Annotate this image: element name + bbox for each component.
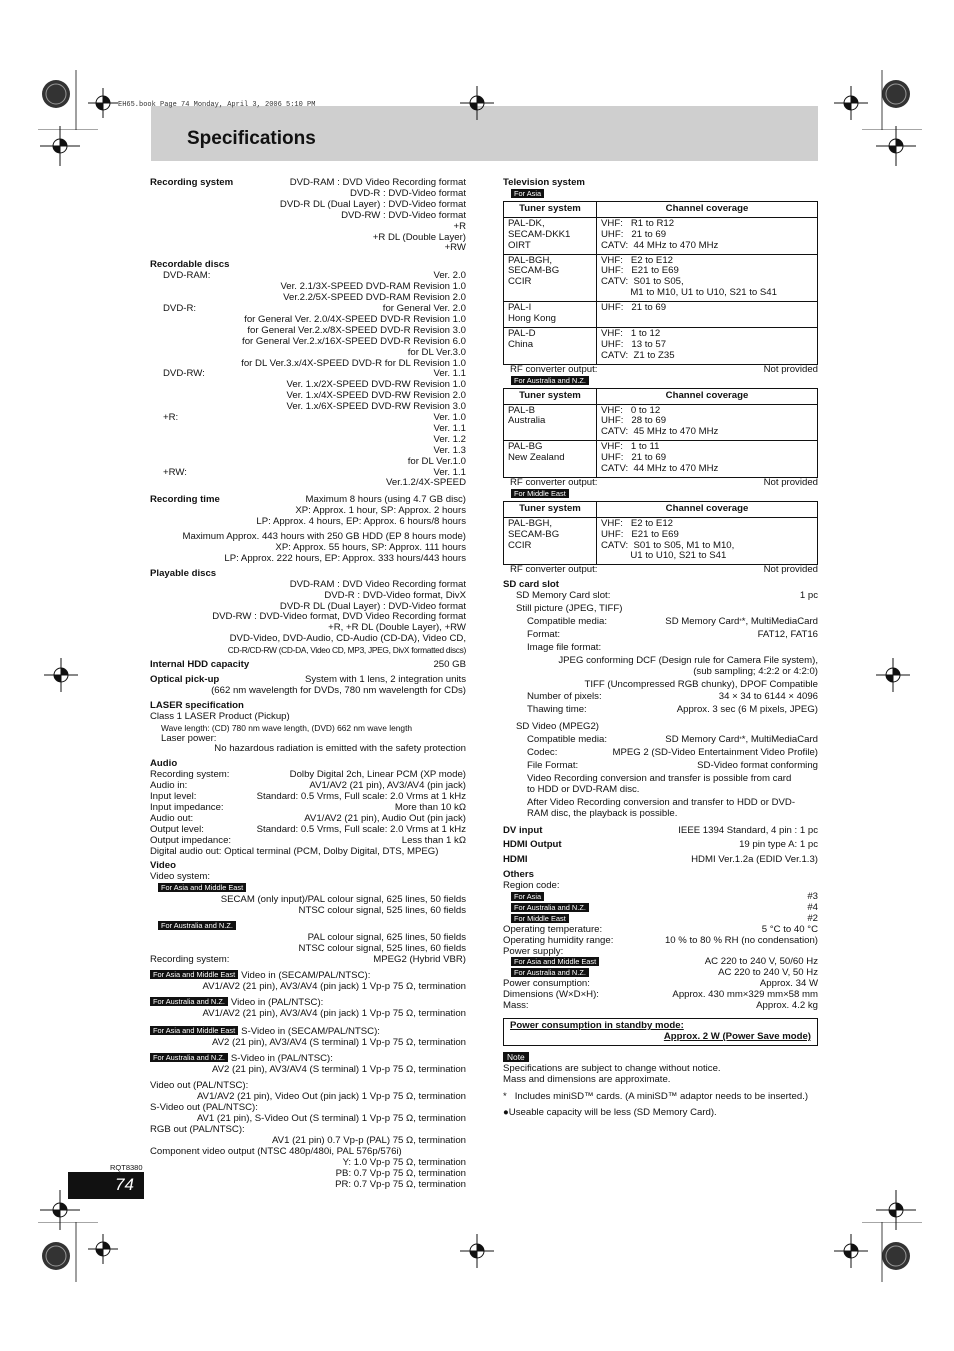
tuner-table-middle-east	[503, 501, 818, 566]
region-tag: For Australia and N.Z.	[511, 968, 589, 977]
note-tag: Note	[503, 1052, 529, 1062]
region-tag: For Australia and N.Z.	[511, 376, 589, 385]
crosshair-icon	[460, 1234, 494, 1268]
section-heading: SD card slot	[503, 579, 559, 591]
region-tag: For Middle East	[511, 914, 569, 923]
spec-line: S-Video out (PAL/NTSC):	[150, 1102, 258, 1114]
left-column: Recording system DVD-RAM : DVD Video Recording format DVD-R : DVD-Video format DVD-R DL (Dual Layer) : DVD-Video format DVD-RW : DVD-Video format +R +R DL (Double Layer) +RW Recordable discs DVD-RAM: Ver. 2.0 Ver. 2.1/3X-SPEED DVD-RAM Revision 1.0 Ver.2.2/5X-SPEED DVD-RAM Revision 2.0 DVD-R: for General Ver. 2.0 for General Ver. 2.0/4X-SPEED DVD-R Revision 1.0 for General Ver.2.x/8X-SPEED DVD-R Revision 3.0 for General Ver.2.x/16X-SPEED DVD-R Revision 6.0 for DL Ver.3.0 for DL Ver.3.x/4X-SPEED DVD-R for DL Revision 1.0 DVD-RW: Ver. 1.1 Ver. 1.x/2X-SPEED DVD-RW Revision 1.0 Ver. 1.x/4X-SPEED DVD-RW Revision 2.0 Ver. 1.x/6X-SPEED DVD-RW Revision 3.0 +R: Ver. 1.0 Ver. 1.1 Ver. 1.2 Ver. 1.3 for DL Ver.1.0 +RW: Ver. 1.1 Ver.1.2/4X-SPEED Recording time Maximum 8 hours (using 4.7 GB disc) XP: Approx. 1 hour, SP: Approx. 2 hours LP: Approx. 4 hours, EP: Approx. 6 hours/8 hours Maximum Approx. 443 hours with 250 GB HDD (EP 8 hours mode) XP: Approx. 55 hours, SP: Approx. 111 hours LP: Approx. 222 hours, EP: Approx. 333 hours/443 hours Playable discs DVD-RAM : DVD Video Recording format DVD-R : DVD-Video format, DivX DVD-R DL (Dual Layer) : DVD-Video format DVD-RW : DVD-Video format, DVD Video Recording format +R, +R DL (Double Layer), +RW DVD-Video, DVD-Audio, CD-Audio (CD-DA), Video CD, CD-R/CD-RW (CD-DA, Video CD, MP3, JPEG, DivX formatted discs) Internal HDD capacity 250 GB Optical pick-up System with 1 lens, 2 integration units (662 nm wavelength for DVDs, 780 nm wavelength for CDs) LASER specification Class 1 LASER Product (Pickup) Wave length: (CD) 780 nm wave length, (DVD) 662 nm wave length Laser power: No hazardous radiation is emitted with the safety protection Audio Recording system: Dolby Digital 2ch, Linear PCM (XP mode) Audio in: AV1/AV2 (21 pin), AV3/AV4 (pin jack) Input level: Standard: 0.5 Vrms, Full scale: 2.0 Vrms at 1 kHz Input impedance: More than 10 kΩ Audio out: AV1/AV2 (21 pin), Audio Out (pin jack) Output level: Standard: 0.5 Vrms, Full scale: 2.0 Vrms at 1 kHz Output impedance: Less than 1 kΩ Digital audio out: Optical terminal (PCM, Dolby Digital, DTS, MPEG) Video Video system: For Asia and Middle East SECAM (only input)/PAL colour signal, 625 lines, 50 fields NTSC colour signal, 525 lines, 60 fields For Australia and N.Z. PAL colour signal, 625 lines, 50 fields NTSC colour signal, 525 lines, 60 fields Recording system: MPEG2 (Hybrid VBR) For Asia and Middle East Video in (SECAM/PAL/NTSC): AV1/AV2 (21 pin), AV3/AV4 (pin jack) 1 Vp-p 75 Ω, termination For Australia and N.Z. Video in (PAL/NTSC): AV1/AV2 (21 pin), AV3/AV4 (pin jack) 1 Vp-p 75 Ω, termination For Asia and Middle East S-Video in (SECAM/PAL/NTSC): AV2 (21 pin), AV3/AV4 (S terminal) 1 Vp-p 75 Ω, termination For Australia and N.Z. S-Video in (PAL/NTSC): AV2 (21 pin), AV3/AV4 (S terminal) 1 Vp-p 75 Ω, termination Video out (PAL/NTSC): AV1/AV2 (21 pin), Video Out (pin jack) 1 Vp-p 75 Ω, termination S-Video out (PAL/NTSC): AV1 (21 pin), S-Video Out (S terminal) 1 Vp-p 75 Ω, termination RGB out (PAL/NTSC): AV1 (21 pin) 0.7 Vp-p (PAL) 75 Ω, termination Component video output (NTSC 480p/480i, PAL 576p/576i) Y: 1.0 Vp-p 75 Ω, termination PB: 0.7 Vp-p 75 Ω, termination PR: 0.7 Vp-p 75 Ω, termination	[150, 177, 466, 1190]
region-tag: For Middle East	[511, 489, 569, 498]
spec-line: XP: Approx. 1 hour, SP: Approx. 2 hours	[295, 505, 466, 517]
spec-line: After Video Recording conversion and transfer to HDD or DVD-	[527, 796, 796, 808]
spec-line: for DL Ver.3.x/4X-SPEED DVD-R for DL Revision 1.0	[241, 357, 466, 369]
registration-circle-icon	[862, 1222, 922, 1282]
region-tag: For Asia	[511, 189, 544, 198]
spec-line: Digital audio out: Optical terminal (PCM, Dolby Digital, DTS, MPEG)	[150, 845, 439, 857]
spec-line: PB: 0.7 Vp-p 75 Ω, termination	[335, 1167, 466, 1179]
spec-line: DVD-R DL (Dual Layer) : DVD-Video format	[279, 198, 466, 210]
tuner-table-asia	[503, 201, 818, 365]
region-tag: For Asia and Middle East	[150, 1026, 238, 1035]
spec-line: Ver. 1.x/2X-SPEED DVD-RW Revision 1.0	[286, 379, 466, 391]
region-tag: For Asia and Middle East	[158, 883, 246, 892]
region-tag: For Australia and N.Z.	[511, 903, 589, 912]
section-heading: Playable discs	[150, 567, 217, 579]
spec-line: SD Video (MPEG2)	[516, 721, 599, 733]
table-row: PAL-B Australia VHF: 0 to 12 UHF: 28 to 69 CATV: 45 MHz to 470 MHz	[504, 404, 818, 441]
spec-line: XP: Approx. 55 hours, SP: Approx. 111 hours	[275, 542, 466, 553]
crosshair-icon	[88, 1234, 118, 1264]
table-header: Channel coverage	[597, 201, 818, 217]
standby-label: Power consumption in standby mode:	[510, 1020, 684, 1031]
spec-line: Component video output (NTSC 480p/480i, PAL 576p/576i)	[150, 1145, 402, 1157]
spec-line: DVD-R : DVD-Video format, DivX	[324, 589, 466, 601]
crosshair-icon	[40, 126, 80, 166]
spec-line: to HDD or DVD-RAM disc.	[527, 783, 640, 795]
note-line: Mass and dimensions are approximate.	[503, 1073, 671, 1085]
disc-type-label: DVD-R:	[163, 302, 197, 314]
spec-line: for General Ver.2.x/8X-SPEED DVD-R Revision 3.0	[247, 324, 466, 336]
disc-type-label: +RW:	[163, 466, 187, 478]
spec-line: DVD-RAM : DVD Video Recording format	[289, 578, 466, 590]
spec-line: AV1 (21 pin) 0.7 Vp-p (PAL) 75 Ω, termination	[272, 1134, 466, 1146]
spec-line: No hazardous radiation is emitted with the safety protection	[214, 743, 466, 755]
crosshair-icon	[876, 658, 910, 692]
spec-line: LP: Approx. 222 hours, EP: Approx. 333 hours/443 hours	[224, 552, 466, 564]
spec-line: Ver. 1.1	[433, 422, 466, 434]
note-line: Specifications are subject to change without notice.	[503, 1062, 721, 1074]
spec-line: for General Ver.2.x/16X-SPEED DVD-R Revision 6.0	[242, 335, 466, 347]
table-header: Tuner system	[504, 501, 597, 517]
region-tag: For Asia and Middle East	[150, 970, 238, 979]
spec-line: RGB out (PAL/NTSC):	[150, 1124, 245, 1136]
spec-line: for General Ver. 2.0	[382, 302, 466, 314]
table-row: PAL-I Hong Kong UHF: 21 to 69	[504, 302, 818, 328]
disc-type-label: +R:	[163, 412, 179, 424]
section-heading: Others	[503, 869, 534, 881]
spec-line: Ver. 2.1/3X-SPEED DVD-RAM Revision 1.0	[280, 281, 466, 293]
section-heading: Television system	[503, 177, 585, 188]
spec-line: Ver. 1.1	[433, 466, 466, 478]
table-row: PAL-BGH, SECAM-BG CCIR VHF: E2 to E12 UHF: E21 to E69 CATV: S01 to S05, M1 to M10, U1 to U10, S21 to S41	[504, 254, 818, 302]
spec-line: (662 nm wavelength for DVDs, 780 nm wavelength for CDs)	[211, 684, 466, 696]
crosshair-icon	[88, 88, 118, 118]
page-title: Specifications	[187, 128, 316, 149]
spec-line: JPEG conforming DCF (Design rule for Camera File system),	[558, 654, 818, 666]
section-heading: Recordable discs	[150, 259, 230, 271]
spec-line: SECAM (only input)/PAL colour signal, 625 lines, 50 fields	[220, 894, 466, 906]
table-header: Channel coverage	[597, 388, 818, 404]
region-tag: For Asia and Middle East	[511, 957, 599, 966]
registration-circle-icon	[862, 70, 922, 130]
region-tag: For Asia	[511, 892, 544, 901]
optical-pickup-row: Optical pick-up System with 1 lens, 2 integration units	[150, 673, 466, 685]
spec-line: Image file format:	[527, 641, 602, 653]
spec-line: CD-R/CD-RW (CD-DA, Video CD, MP3, JPEG, DivX formatted discs)	[227, 645, 466, 656]
spec-line: Video system:	[150, 871, 211, 883]
spec-line: Video Recording conversion and transfer is possible from card	[527, 772, 792, 784]
region-tag: For Australia and N.Z.	[150, 997, 228, 1006]
region-tag: For Australia and N.Z.	[150, 1053, 228, 1062]
spec-line: AV2 (21 pin), AV3/AV4 (S terminal) 1 Vp-p 75 Ω, termination	[211, 1063, 466, 1075]
spec-line: NTSC colour signal, 525 lines, 60 fields	[298, 905, 466, 917]
spec-line: LP: Approx. 4 hours, EP: Approx. 6 hours/8 hours	[256, 516, 466, 528]
spec-line: for DL Ver.3.0	[407, 346, 466, 358]
spec-line: AV1/AV2 (21 pin), AV3/AV4 (pin jack) 1 Vp-p 75 Ω, termination	[202, 980, 466, 992]
spec-line: Video out (PAL/NTSC):	[150, 1080, 249, 1092]
table-header: Tuner system	[504, 388, 597, 404]
spec-line: Region code:	[503, 880, 560, 892]
spec-line: TIFF (Uncompressed RGB chunky), DPOF Compatible	[584, 678, 818, 690]
region-tag: For Australia and N.Z.	[158, 921, 236, 930]
spec-line: Wave length: (CD) 780 nm wave length, (DVD) 662 nm wave length	[161, 722, 413, 733]
book-meta-line: EH65.book Page 74 Monday, April 3, 2006 5:10 PM	[118, 101, 316, 109]
table-header: Tuner system	[504, 201, 597, 217]
standby-power-box	[503, 1018, 818, 1046]
footnote-mark: *	[739, 619, 742, 625]
table-row: PAL-BGH, SECAM-BG CCIR VHF: E2 to E12 UHF: E21 to E69 CATV: S01 to S05, M1 to M10, U1 to U10, S21 to S41	[504, 517, 818, 565]
table-row: PAL-BG New Zealand VHF: 1 to 11 UHF: 21 to 69 CATV: 44 MHz to 470 MHz	[504, 441, 818, 478]
note-bullet: ●Useable capacity will be less (SD Memory Card).	[503, 1107, 717, 1119]
crosshair-icon	[876, 126, 916, 166]
spec-line: DVD-RW : DVD-Video format, DVD Video Recording format	[212, 611, 466, 623]
recording-system-row: Recording system DVD-RAM : DVD Video Recording format	[150, 177, 466, 188]
spec-line: AV2 (21 pin), AV3/AV4 (S terminal) 1 Vp-p 75 Ω, termination	[211, 1036, 466, 1048]
section-heading: Audio	[150, 758, 178, 770]
spec-line: for DL Ver.1.0	[407, 455, 466, 467]
table-row: PAL-D China VHF: 1 to 12 UHF: 13 to 57 CATV: Z1 to Z35	[504, 327, 818, 364]
spec-line: for General Ver. 2.0/4X-SPEED DVD-R Revision 1.0	[244, 313, 466, 325]
disc-type-label: DVD-RAM:	[163, 270, 211, 282]
spec-line: DVD-RW : DVD-Video format	[341, 209, 466, 221]
table-row: PAL-DK, SECAM-DKK1 OIRT VHF: R1 to R12 UHF: 21 to 69 CATV: 44 MHz to 470 MHz	[504, 217, 818, 254]
spec-line: DVD-R : DVD-Video format	[349, 187, 466, 199]
spec-line: AV1 (21 pin), S-Video Out (S terminal) 1 Vp-p 75 Ω, termination	[196, 1113, 466, 1125]
table-header: Channel coverage	[597, 501, 818, 517]
spec-line: Ver. 1.2	[433, 433, 466, 445]
spec-line: NTSC colour signal, 525 lines, 60 fields	[298, 943, 466, 954]
spec-line: Ver. 1.x/6X-SPEED DVD-RW Revision 3.0	[286, 401, 466, 413]
standby-value: Approx. 2 W (Power Save mode)	[663, 1030, 811, 1042]
page-number: 74	[115, 1175, 134, 1194]
spec-line: PAL colour signal, 625 lines, 50 fields	[307, 932, 466, 944]
spec-line: PR: 0.7 Vp-p 75 Ω, termination	[335, 1178, 466, 1190]
disc-type-label: DVD-RW:	[163, 368, 205, 380]
spec-line: AV1/AV2 (21 pin), AV3/AV4 (pin jack) 1 Vp-p 75 Ω, termination	[202, 1007, 466, 1019]
doc-code: RQT8380	[110, 1163, 143, 1172]
spec-line: Ver. 2.0	[433, 270, 466, 282]
spec-line: Ver. 1.0	[433, 412, 466, 424]
crosshair-icon	[460, 86, 494, 120]
spec-line: Laser power:	[161, 732, 217, 744]
spec-line: DVD-Video, DVD-Audio, CD-Audio (CD-DA), Video CD,	[229, 633, 466, 645]
spec-line: AV1/AV2 (21 pin), Video Out (pin jack) 1 Vp-p 75 Ω, termination	[196, 1091, 466, 1103]
spec-line: +R DL (Double Layer)	[372, 231, 466, 243]
footnote-mark: *	[739, 737, 742, 744]
spec-line: Ver.2.2/5X-SPEED DVD-RAM Revision 2.0	[283, 292, 466, 304]
section-heading: Video	[150, 860, 176, 872]
footnote-text: Includes miniSD™ cards. (A miniSD™ adaptor needs to be inserted.)	[514, 1090, 809, 1102]
spec-line: Ver. 1.3	[433, 444, 466, 456]
spec-line: +RW	[444, 242, 466, 254]
spec-line: Maximum Approx. 443 hours with 250 GB HDD (EP 8 hours mode)	[182, 531, 466, 543]
spec-line: +R, +R DL (Double Layer), +RW	[328, 622, 466, 634]
section-heading: LASER specification	[150, 699, 244, 711]
spec-line: Class 1 LASER Product (Pickup)	[150, 710, 290, 722]
hdd-capacity-row: Internal HDD capacity 250 GB	[150, 659, 466, 671]
tuner-table-australia	[503, 388, 818, 478]
spec-line: DVD-R DL (Dual Layer) : DVD-Video format	[279, 600, 466, 612]
spec-line: (sub sampling; 4:2:2 or 4:2:0)	[693, 665, 818, 677]
recording-time-row: Recording time Maximum 8 hours (using 4.7 GB disc)	[150, 494, 466, 506]
crosshair-icon	[44, 658, 78, 692]
footnote-mark: *	[503, 1090, 507, 1102]
spec-line: Ver. 1.1	[433, 368, 466, 380]
right-column: Television system For Asia Tuner system Channel coverage PAL-DK, SECAM-DKK1 OIRT VHF: R1 to R12 UHF: 21 to 69 CATV: 44 MHz to 470 MHz PAL-BGH, SECAM-BG CCIR VHF: E2 to E12 UHF: E21 to E69 CATV: S01 to S05, M1 to M10, U1 to U10, S21 to S41 PAL-I Hong Kong UHF: 21 to 69 PAL-D China VHF: 1 to 12 UHF: 13 to 57 CATV: Z1 to Z35 RF converter output: Not provided For Australia and N.Z. Tuner system Channel coverage PAL-B Australia VHF: 0 to 12 UHF: 28 to 69 CATV: 45 MHz to 470 MHz PAL-BG New Zealand VHF: 1 to 11 UHF: 21 to 69 CATV: 44 MHz to 470 MHz RF converter output: Not provided For Middle East Tuner system Channel coverage PAL-BGH, SECAM-BG CCIR VHF: E2 to E12 UHF: E21 to E69 CATV: S01 to S05, M1 to M10, U1 to U10, S21 to S41 RF converter output: Not provided SD card slot SD Memory Card slot: 1 pc Still picture (JPEG, TIFF) Compatible media: SD Memory Card**, MultiMediaCard Format: FAT12, FAT16 Image file format: JPEG conforming DCF (Design rule for Camera File system), (sub sampling; 4:2:2 or 4:2:0) TIFF (Uncompressed RGB chunky), DPOF Compatible Number of pixels: 34 × 34 to 6144 × 4096 Thawing time: Approx. 3 sec (6 M pixels, JPEG) SD Video (MPEG2) Compatible media: SD Memory Card**, MultiMediaCard Codec: MPEG 2 (SD-Video Entertainment Video Profile) File Format: SD-Video format conforming Video Recording conversion and transfer is possible from card to HDD or DVD-RAM disc. After Video Recording conversion and transfer to HDD or DVD- RAM disc, the playback is possible. DV input IEEE 1394 Standard, 4 pin : 1 pc HDMI Output 19 pin type A: 1 pc HDMI HDMI Ver.1.2a (EDID Ver.1.3) Others Region code: For Asia #3 For Australia and N.Z. #4 For Middle East #2 Operating temperature: 5 °C to 40 °C Operating humidity range: 10 % to 80 % RH (no condensation) Power supply: For Asia and Middle East AC 220 to 240 V, 50/60 Hz For Australia and N.Z. AC 220 to 240 V, 50 Hz Power consumption: Approx. 34 W Dimensions (W×D×H): Approx. 430 mm×329 mm×58 mm Mass: Approx. 4.2 kg Power consumption in standby mode: Approx. 2 W (Power Save mode) Note Specifications are subject to change without notice. Mass and dimensions are approximate. * Includes miniSD™ cards. (A miniSD™ adaptor needs to be inserted.) ●Useable capacity will be less (SD Memory Card).	[503, 177, 818, 1119]
spec-line: Still picture (JPEG, TIFF)	[516, 603, 623, 615]
spec-line: +R	[453, 220, 466, 232]
spec-line: Power supply:	[503, 945, 564, 957]
spec-line: RAM disc, the playback is possible.	[527, 807, 678, 819]
spec-line: Ver. 1.x/4X-SPEED DVD-RW Revision 2.0	[286, 390, 466, 402]
spec-line: Ver.1.2/4X-SPEED	[386, 477, 466, 489]
spec-line: Y: 1.0 Vp-p 75 Ω, termination	[342, 1156, 466, 1168]
